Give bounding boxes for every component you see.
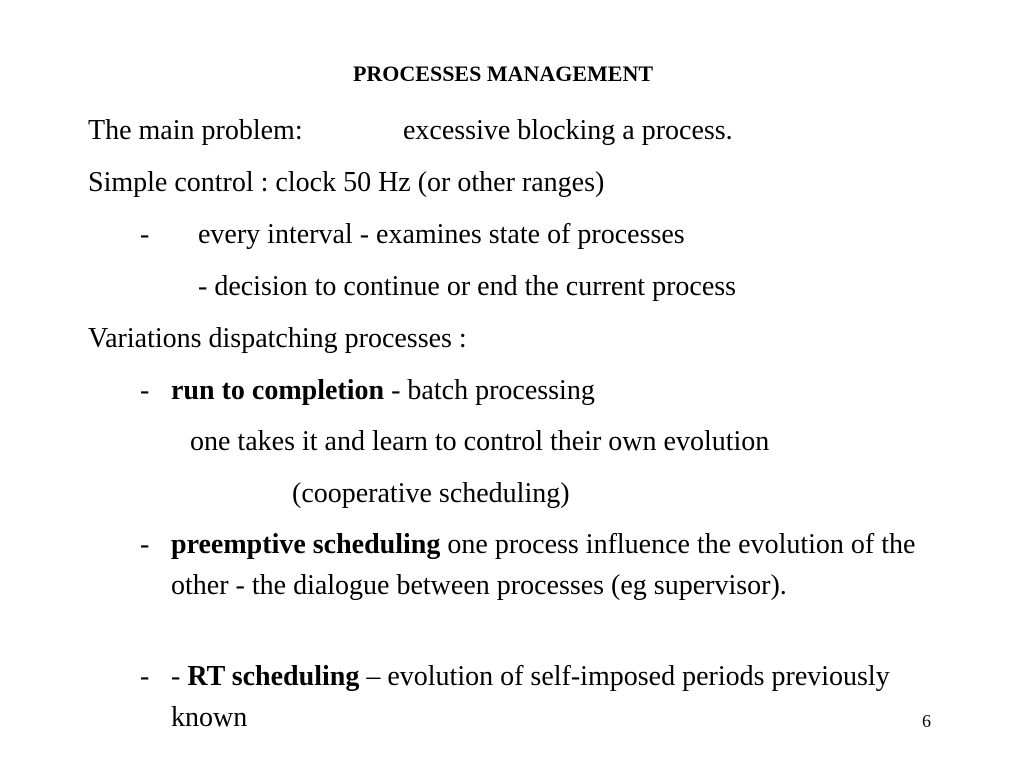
run-to-completion-detail: one takes it and learn to control their own evolution [190,426,770,457]
slide-title: PROCESSES MANAGEMENT [352,61,654,86]
bullet-dash: - [140,219,150,250]
preemptive-description: one process influence the evolution of the other - the dialogue between processes (eg supervisor). [171,529,916,601]
rt-scheduling-term: RT scheduling [187,661,360,692]
run-to-completion-description: - batch processing [384,375,595,406]
rt-scheduling-prefix: - [171,661,188,692]
preemptive-term: preemptive scheduling [171,529,441,560]
bullet-dash: - [140,661,150,692]
run-to-completion-term: run to completion [171,375,385,406]
simple-control-item: every interval - examines state of processes [198,219,685,250]
preemptive-item [171,524,941,606]
main-problem-label: The main problem: [88,115,303,146]
simple-control-item: - decision to continue or end the current process [198,271,737,302]
variations-heading: Variations dispatching processes : [88,323,467,354]
main-problem-text: excessive blocking a process. [403,115,733,146]
bullet-dash: - [140,529,150,560]
rt-scheduling-item [171,656,911,738]
run-to-completion-item [171,374,595,407]
rt-scheduling-description: – evolution of self-imposed periods previously known [171,661,890,733]
page-number: 6 [922,711,931,731]
bullet-dash: - [140,375,150,406]
simple-control-text: Simple control : clock 50 Hz (or other ranges) [88,167,605,198]
run-to-completion-note: (cooperative scheduling) [292,478,570,509]
